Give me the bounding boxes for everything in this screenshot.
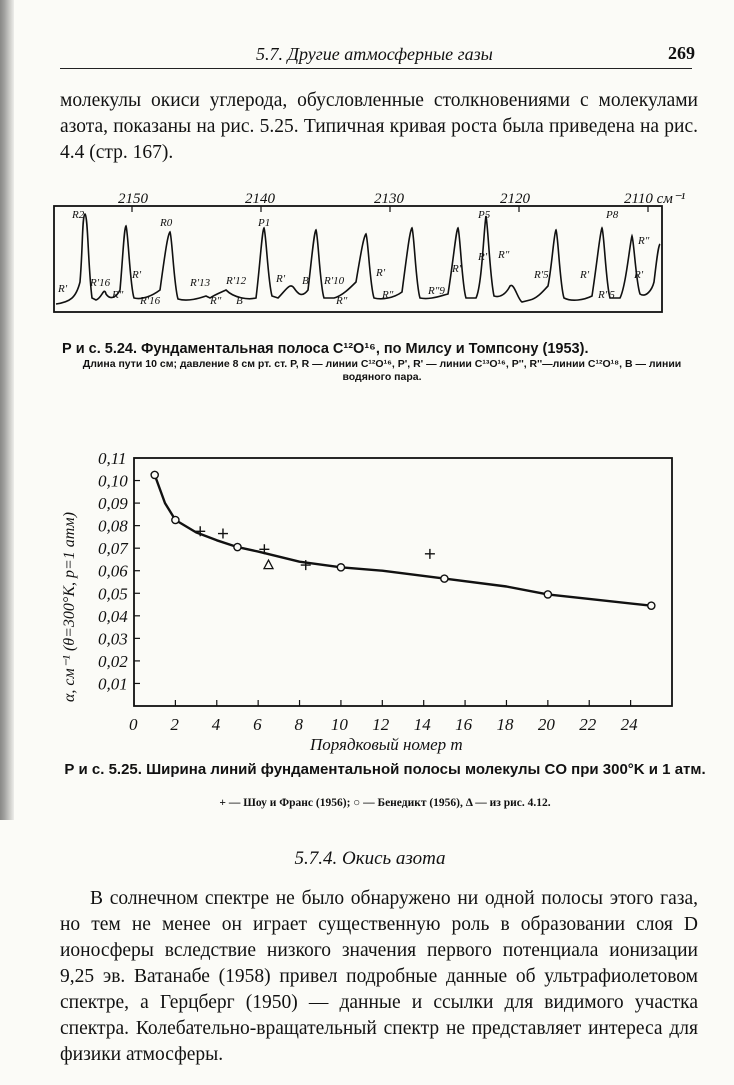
- y-tick-label: 0,05: [98, 584, 128, 604]
- peak-label: R'5: [534, 269, 549, 281]
- peak-label-p5: P5: [478, 209, 491, 221]
- y-tick-label: 0,10: [98, 471, 128, 491]
- peak-label: R': [634, 269, 644, 281]
- spectrum-tick-2120: 2120: [500, 191, 530, 207]
- x-tick-label: 2: [170, 715, 179, 734]
- y-tick-label: 0,01: [98, 674, 128, 694]
- x-tick-label: 0: [129, 715, 138, 734]
- peak-label-p1: P1: [258, 217, 271, 229]
- x-tick-label: 18: [496, 715, 514, 734]
- x-tick-label: 14: [413, 715, 431, 734]
- figure-524-caption: [62, 340, 702, 384]
- x-tick-label: 8: [294, 715, 304, 734]
- peak-label: R": [210, 295, 222, 307]
- peak-label: R'10: [324, 275, 345, 287]
- peak-label: R"5: [598, 289, 615, 301]
- peak-label: R": [112, 289, 124, 301]
- x-tick-label: 24: [620, 715, 638, 734]
- spectrum-tick-2130: 2130: [374, 191, 404, 207]
- peak-label: B: [302, 275, 309, 287]
- x-tick-label: 22: [579, 715, 597, 734]
- point-benedict: [441, 575, 448, 582]
- point-benedict: [544, 591, 551, 598]
- point-benedict: [151, 471, 158, 478]
- figure-525-caption-main: Р и с. 5.25. Ширина линий фундаментальной полосы молекулы CO при 300°K и 1 атм.: [64, 761, 706, 778]
- x-tick-label: 6: [253, 715, 262, 734]
- peak-label: R'12: [226, 275, 247, 287]
- peak-label: R': [58, 283, 68, 295]
- figure-525-legend: + — Шоу и Франс (1956); ○ — Бенедикт (1956), Δ — из рис. 4.12.: [219, 797, 551, 809]
- peak-label: B: [236, 295, 243, 307]
- spectrum-tick-2150: 2150: [118, 191, 148, 207]
- y-tick-label: 0,04: [98, 606, 128, 626]
- top-paragraph: молекулы окиси углерода, обусловленные столкновениями с молекулами азота, показаны на рис. 5.25. Типичная кривая роста была приведена на рис. 4.4 (стр. 167).: [60, 90, 698, 163]
- y-tick-label: 0,06: [98, 561, 128, 581]
- book-spine-shadow: [0, 0, 14, 820]
- linewidth-chart: [60, 442, 710, 752]
- peak-label: R": [638, 235, 650, 247]
- y-tick-label: 0,02: [98, 651, 128, 671]
- peak-label: R'13: [190, 277, 211, 289]
- point-benedict: [337, 564, 344, 571]
- peak-label-p8: P8: [606, 209, 619, 221]
- spectrum-figure: [52, 186, 686, 316]
- y-axis-label: α, см⁻¹ (θ=300°K, p=1 атм): [61, 512, 78, 702]
- figure-524-caption-detail: Длина пути 10 см; давление 8 см рт. ст. P, R — линии C¹²O¹⁶, P', R' — линии C¹³O¹⁶, P'', R''—линии C¹²O¹⁸, B — линии водяного пара.: [82, 358, 682, 383]
- peak-label-r2: R2: [72, 209, 85, 221]
- x-tick-label: 16: [455, 715, 473, 734]
- section-title: 5.7.4. Окись азота: [294, 848, 446, 869]
- figure-524-caption-main: Р и с. 5.24. Фундаментальная полоса C¹²O¹⁶, по Милсу и Томпсону (1953).: [62, 341, 589, 357]
- fit-curve: [155, 475, 652, 606]
- x-tick-label: 12: [372, 715, 390, 734]
- y-tick-label: 0,07: [98, 539, 128, 559]
- x-tick-label: 4: [211, 715, 221, 734]
- header-rule: [60, 68, 692, 69]
- y-tick-label: 0,09: [98, 494, 128, 514]
- spectrum-tick-2140: 2140: [245, 191, 275, 207]
- point-shaw-france: [218, 529, 228, 539]
- running-title: 5.7. Другие атмосферные газы: [256, 44, 493, 64]
- peak-label-r0: R0: [160, 217, 173, 229]
- peak-label: R': [580, 269, 590, 281]
- figure-525-caption: [60, 760, 710, 779]
- peak-label: R': [478, 251, 488, 263]
- y-tick-label: 0,03: [98, 629, 128, 649]
- peak-label: R'16: [140, 295, 161, 307]
- bottom-paragraph: [60, 886, 698, 1068]
- x-tick-label: 20: [537, 715, 555, 734]
- point-shaw-france: [425, 549, 435, 559]
- y-tick-label: 0,08: [98, 516, 128, 536]
- peak-label: R': [276, 273, 286, 285]
- y-tick-label: 0,11: [98, 449, 127, 468]
- peak-label: R': [452, 263, 462, 275]
- spectrum-tick-2110: 2110 см⁻¹: [624, 191, 686, 207]
- point-benedict: [172, 516, 179, 523]
- peak-label: R'16: [90, 277, 111, 289]
- point-benedict: [648, 602, 655, 609]
- peak-label: R"9: [428, 285, 445, 297]
- point-benedict: [234, 543, 241, 550]
- peak-label: R": [382, 289, 394, 301]
- peak-label: R': [132, 269, 142, 281]
- peak-label: R": [498, 249, 510, 261]
- plot-frame: [134, 458, 672, 706]
- bottom-paragraph-text: В солнечном спектре не было обнаружено ни одной полосы этого газа, но тем не менее он играет существенную роль в образовании слоя D ионосферы вследствие низкого значения первого потенциала ионизации 9,25 эв. Ватанабе (1958) привел подробные данные об ультрафиолетовом спектре, а Герцберг (1950) — данные и ссылки для видимого участка спектра. Колебательно-вращательный спектр не представляет интереса для физики атмосферы.: [60, 888, 698, 1065]
- page-number: 269: [668, 43, 695, 63]
- peak-label: R": [336, 295, 348, 307]
- point-fig-412: [264, 560, 273, 569]
- spectrum-trace: [56, 214, 660, 304]
- x-axis-label: Порядковый номер m: [310, 735, 463, 754]
- x-tick-label: 10: [330, 715, 348, 734]
- peak-label: R': [376, 267, 386, 279]
